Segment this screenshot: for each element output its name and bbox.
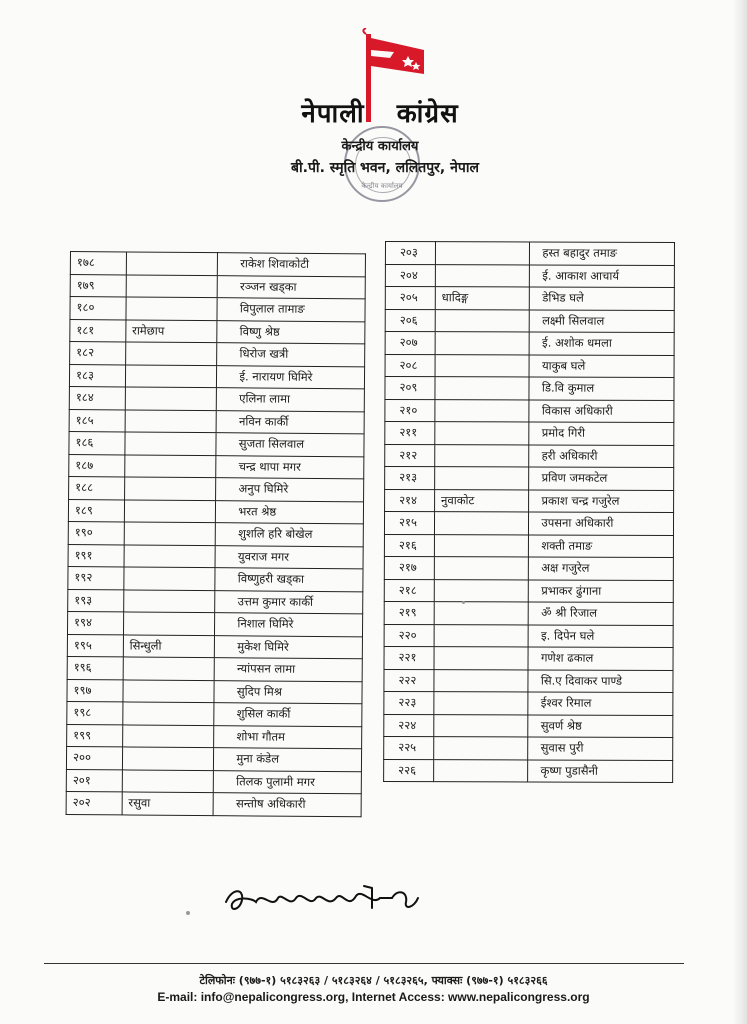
member-name-cell: विष्णु श्रेष्ठ	[217, 320, 365, 344]
member-name-cell: ईश्वर रिमाल	[528, 692, 673, 715]
serial-number-cell: २१७	[384, 556, 434, 579]
serial-number-cell: २२२	[384, 669, 434, 692]
serial-number-cell: २०६	[385, 309, 435, 332]
district-cell	[434, 602, 529, 625]
table-row	[385, 354, 674, 378]
member-name-cell: डि.वि कुमाल	[529, 377, 674, 400]
member-name-cell: शक्ती तमाङ	[529, 535, 674, 558]
member-name-cell: ॐ श्री रिजाल	[529, 602, 674, 625]
district-cell	[435, 444, 530, 467]
district-cell: सिन्धुली	[123, 634, 215, 657]
district-cell	[122, 724, 214, 747]
table-row	[66, 769, 361, 794]
table-row	[384, 512, 673, 536]
district-cell	[125, 387, 217, 410]
table-row	[68, 544, 363, 569]
district-cell	[435, 242, 530, 265]
serial-number-cell: १८१	[70, 319, 126, 342]
stamp-text: केन्द्रीय कार्यालय	[361, 182, 403, 190]
district-cell	[435, 354, 530, 377]
member-name-cell: युवराज मगर	[215, 545, 363, 569]
member-name-cell: प्रमोद गिरी	[529, 422, 674, 445]
district-cell	[124, 567, 216, 590]
member-name-cell: राकेश शिवाकोटी	[218, 253, 366, 277]
serial-number-cell: २०८	[385, 354, 435, 377]
party-name-left: नेपाली	[301, 99, 365, 129]
serial-number-cell: १९६	[67, 656, 123, 679]
district-cell	[434, 714, 529, 737]
serial-number-cell: २०५	[385, 287, 435, 310]
serial-number-cell: २०२	[66, 791, 122, 814]
serial-number-cell: २२५	[384, 736, 434, 759]
table-row	[385, 489, 674, 513]
district-cell	[434, 647, 529, 670]
serial-number-cell: २१६	[384, 534, 434, 557]
member-name-cell: उपसना अधिकारी	[529, 512, 674, 535]
member-name-cell: विकास अधिकारी	[529, 400, 674, 423]
member-name-cell: नविन कार्की	[216, 410, 364, 434]
district-cell	[124, 454, 216, 477]
table-row	[385, 264, 674, 288]
serial-number-cell: १९४	[67, 611, 123, 634]
table-row	[384, 691, 673, 715]
district-cell	[124, 477, 216, 500]
district-cell	[434, 624, 529, 647]
paper-speck	[462, 601, 465, 604]
member-name-cell: लक्ष्मी सिलवाल	[530, 310, 675, 333]
serial-number-cell: १८२	[70, 342, 126, 365]
member-name-cell: प्रभाकर ढुंगाना	[529, 580, 674, 603]
member-name-cell: गणेश ढकाल	[528, 647, 673, 670]
serial-number-cell: १९५	[67, 634, 123, 657]
serial-number-cell: २०४	[385, 264, 435, 287]
table-row	[385, 422, 674, 446]
table-row	[70, 274, 365, 299]
district-cell	[122, 747, 214, 770]
member-name-cell: प्रकाश चन्द्र गजुरेल	[529, 490, 674, 513]
district-cell: धादिङ्ग	[435, 287, 530, 310]
serial-number-cell: १९०	[68, 521, 124, 544]
table-row	[385, 332, 674, 356]
serial-number-cell: २११	[385, 422, 435, 445]
district-cell	[125, 364, 217, 387]
member-name-cell: धिरोज खत्री	[217, 343, 365, 367]
table-row	[67, 634, 362, 659]
signature	[222, 880, 432, 920]
table-row	[69, 364, 364, 389]
member-name-cell: हस्त बहादुर तमाङ	[530, 242, 675, 265]
member-name-cell: निशाल घिमिरे	[215, 613, 363, 637]
district-cell	[124, 522, 216, 545]
table-row	[384, 714, 673, 738]
serial-number-cell: २२०	[384, 624, 434, 647]
serial-number-cell: १९९	[67, 724, 123, 747]
table-row	[384, 624, 673, 648]
district-cell	[435, 309, 530, 332]
member-name-cell: मुना कंडेल	[214, 748, 362, 772]
member-name-cell: भरत श्रेष्ठ	[216, 500, 364, 524]
district-cell	[434, 759, 529, 782]
serial-number-cell: २१३	[385, 467, 435, 490]
district-cell	[434, 512, 529, 535]
serial-number-cell: २२६	[384, 759, 434, 782]
table-row	[68, 521, 363, 546]
member-name-cell: ई. आकाश आचार्य	[530, 265, 675, 288]
district-cell	[435, 264, 530, 287]
table-row	[70, 342, 365, 367]
member-name-cell: विष्णुहरी खड्का	[215, 568, 363, 592]
district-cell	[434, 579, 529, 602]
serial-number-cell: २१८	[384, 579, 434, 602]
member-name-cell: न्यांपसन लामा	[214, 658, 362, 682]
serial-number-cell: १८६	[69, 431, 125, 454]
member-name-cell: हरी अधिकारी	[529, 445, 674, 468]
table-row	[69, 386, 364, 411]
serial-number-cell: १८४	[69, 386, 125, 409]
table-row	[67, 724, 362, 749]
member-name-cell: एलिना लामा	[217, 388, 365, 412]
table-row	[384, 579, 673, 603]
table-row	[384, 556, 673, 580]
member-name-cell: इ. दिपेन घले	[529, 625, 674, 648]
office-title: केन्द्रीय कार्यालय	[341, 139, 419, 154]
district-cell	[125, 409, 217, 432]
table-row	[385, 309, 674, 333]
serial-number-cell: २०३	[385, 242, 435, 265]
footer-phone: टेलिफोनः (९७७-१) ५१८३२६३ / ५१८३२६४ / ५१८३२६५, फ्याक्सः (९७७-१) ५१८३२६६	[199, 974, 548, 987]
serial-number-cell: २१०	[385, 399, 435, 422]
table-row	[69, 431, 364, 456]
member-name-cell: सुजता सिलवाल	[216, 433, 364, 457]
district-cell	[124, 544, 216, 567]
serial-number-cell: १८८	[69, 476, 125, 499]
district-cell	[124, 499, 216, 522]
table-row	[70, 252, 365, 277]
member-name-cell: उत्तम कुमार कार्की	[215, 590, 363, 614]
district-cell	[434, 669, 529, 692]
table-row	[385, 242, 674, 266]
party-name-right: कांग्रेस	[396, 99, 459, 129]
table-row	[68, 589, 363, 614]
serial-number-cell: १७९	[70, 274, 126, 297]
table-row	[384, 601, 673, 625]
district-cell: नुवाकोट	[434, 489, 529, 512]
member-name-cell: शोभा गौतम	[214, 725, 362, 749]
district-cell	[123, 679, 215, 702]
district-cell	[434, 557, 529, 580]
member-name-cell: सन्तोष अधिकारी	[213, 793, 361, 817]
member-name-cell: कृष्ण पुडासैनी	[528, 760, 673, 783]
district-cell	[125, 432, 217, 455]
member-name-cell: चन्द्र थापा मगर	[216, 455, 364, 479]
district-cell	[123, 702, 215, 725]
table-row	[384, 669, 673, 693]
member-name-cell: शुशलि हरि बोखेल	[216, 523, 364, 547]
member-table-left	[66, 251, 366, 817]
district-cell: रसुवा	[122, 792, 214, 815]
footer-divider	[44, 963, 684, 964]
member-name-cell: मुकेश घिमिरे	[215, 635, 363, 659]
table-row	[384, 736, 673, 760]
table-row	[69, 409, 364, 434]
member-name-cell: सुवास पुरी	[528, 737, 673, 760]
serial-number-cell: २२३	[384, 691, 434, 714]
page-edge-shadow	[733, 0, 747, 1024]
table-row	[384, 534, 673, 558]
member-name-cell: शुसिल कार्की	[214, 703, 362, 727]
member-table-right	[383, 241, 675, 783]
table-row	[67, 679, 362, 704]
serial-number-cell: १७८	[70, 252, 126, 275]
member-name-cell: सि.ए दिवाकर पाण्डे	[528, 670, 673, 693]
district-cell	[125, 342, 217, 365]
serial-number-cell: २००	[66, 746, 122, 769]
office-address: बी.पी. स्मृति भवन, ललितपुर, नेपाल	[291, 160, 479, 176]
district-cell	[435, 399, 530, 422]
table-row	[70, 297, 365, 322]
serial-number-cell: २१५	[384, 512, 434, 535]
serial-number-cell: २१४	[385, 489, 435, 512]
district-cell	[434, 692, 529, 715]
serial-number-cell: १८९	[68, 499, 124, 522]
serial-number-cell: २१९	[384, 601, 434, 624]
party-name	[250, 94, 510, 130]
table-row	[67, 611, 362, 636]
district-cell	[126, 252, 218, 275]
member-name-cell: सुदिप मिश्र	[214, 680, 362, 704]
district-cell	[435, 422, 530, 445]
table-row	[68, 566, 363, 591]
district-cell: रामेछाप	[126, 319, 218, 342]
table-row	[385, 377, 674, 401]
district-cell	[126, 297, 218, 320]
table-row	[69, 476, 364, 501]
serial-number-cell: १८५	[69, 409, 125, 432]
member-name-cell: अनुप घिमिरे	[216, 478, 364, 502]
table-row	[385, 444, 674, 468]
district-cell	[123, 589, 215, 612]
district-cell	[126, 274, 218, 297]
table-row	[67, 656, 362, 681]
serial-number-cell: १९३	[68, 589, 124, 612]
serial-number-cell: १९७	[67, 679, 123, 702]
table-row	[66, 746, 361, 771]
serial-number-cell: २०१	[66, 769, 122, 792]
district-cell	[123, 657, 215, 680]
serial-number-cell: २०९	[385, 377, 435, 400]
serial-number-cell: १८३	[69, 364, 125, 387]
table-row	[69, 454, 364, 479]
serial-number-cell: १९८	[67, 701, 123, 724]
table-row	[70, 319, 365, 344]
paper-speck	[186, 911, 190, 915]
table-row	[67, 701, 362, 726]
table-row	[384, 759, 673, 783]
member-name-cell: डेभिड घले	[530, 287, 675, 310]
serial-number-cell: २१२	[385, 444, 435, 467]
district-cell	[435, 467, 530, 490]
member-name-cell: अक्ष गजुरेल	[529, 557, 674, 580]
member-name-cell: तिलक पुलामी मगर	[214, 770, 362, 794]
member-name-cell: ई. नारायण घिमिरे	[217, 365, 365, 389]
district-cell	[122, 769, 214, 792]
footer-email: E-mail: info@nepalicongress.org, Internet Access: www.nepalicongress.org	[157, 990, 590, 1004]
serial-number-cell: १९२	[68, 566, 124, 589]
district-cell	[434, 534, 529, 557]
member-name-cell: प्रविण जमकटेल	[529, 467, 674, 490]
serial-number-cell: १८०	[70, 297, 126, 320]
table-row	[385, 467, 674, 491]
serial-number-cell: २२४	[384, 714, 434, 737]
serial-number-cell: १९१	[68, 544, 124, 567]
serial-number-cell: १८७	[69, 454, 125, 477]
serial-number-cell: २०७	[385, 332, 435, 355]
member-name-cell: विपुलाल तामाङ	[217, 298, 365, 322]
member-name-cell: रञ्जन खड्का	[217, 275, 365, 299]
table-row	[385, 287, 674, 311]
serial-number-cell: २२१	[384, 646, 434, 669]
district-cell	[123, 612, 215, 635]
table-row	[66, 791, 361, 816]
district-cell	[435, 332, 530, 355]
table-row	[68, 499, 363, 524]
member-name-cell: ई. अशोक धमला	[530, 332, 675, 355]
district-cell	[434, 737, 529, 760]
table-row	[384, 646, 673, 670]
member-name-cell: याकुब घले	[529, 355, 674, 378]
table-row	[385, 399, 674, 423]
member-name-cell: सुवर्ण श्रेष्ठ	[528, 715, 673, 738]
district-cell	[435, 377, 530, 400]
